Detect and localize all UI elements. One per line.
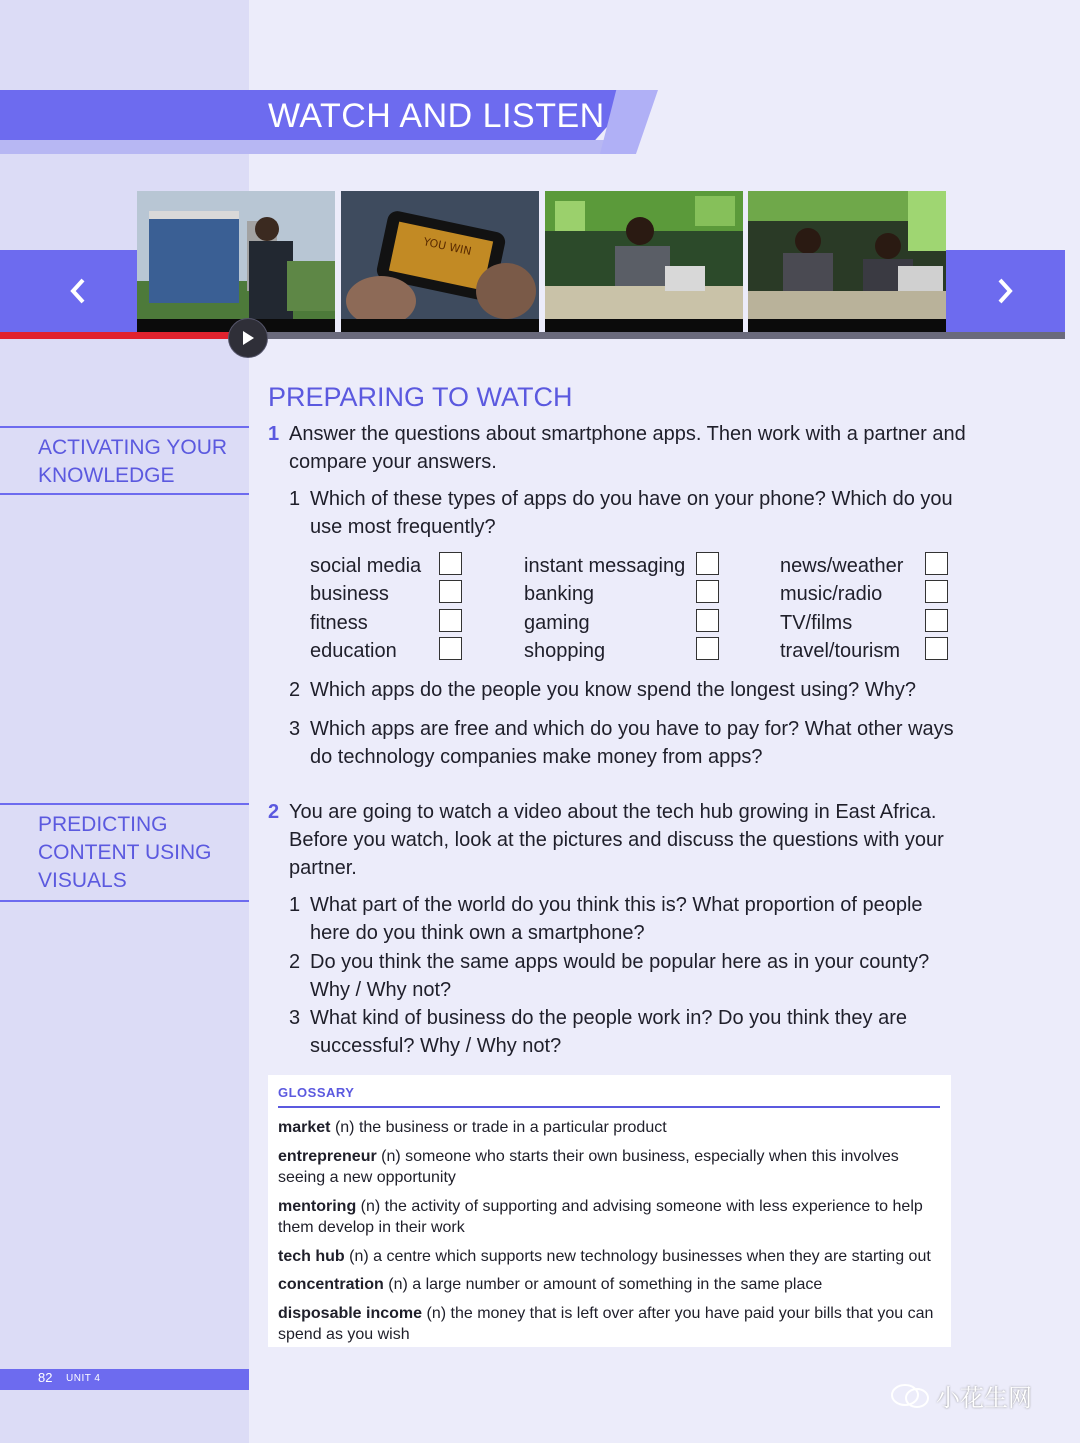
task-1-question-1 [289,485,959,541]
watermark-text: 小花生网 [936,1385,1032,1412]
sidebar-label-line: KNOWLEDGE [38,464,175,487]
glossary-term: concentration [278,1276,384,1293]
sidebar-label-predicting-content [0,803,249,902]
checkbox-travel-tourism[interactable] [925,637,948,660]
option-label: gaming [524,612,590,634]
question-number: 3 [289,1007,301,1029]
watermark [890,1378,1032,1413]
sidebar-label-line: PREDICTING [38,813,168,836]
checkbox-banking[interactable] [696,580,719,603]
sidebar-label-line: ACTIVATING YOUR [38,436,228,459]
chat-bubble-icon [890,1382,930,1410]
checkbox-tv-films[interactable] [925,609,948,632]
checkbox-shopping[interactable] [696,637,719,660]
task-instruction: Answer the questions about smartphone apps. Then work with a partner and compare your answers. [289,423,966,473]
task-1-question-2 [289,676,959,704]
svg-text:YOU WIN: YOU WIN [422,235,473,259]
task-number: 2 [268,801,280,823]
video-thumbnails [137,191,946,332]
option-label: travel/tourism [780,640,901,662]
glossary-title: GLOSSARY [278,1085,355,1100]
video-progress-fill [0,332,232,339]
glossary-definition: (n) a centre which supports new technology businesses when they are starting out [349,1248,931,1265]
glossary-term: entrepreneur [278,1148,377,1165]
photo-phone-game[interactable] [341,191,539,332]
page-number: 82 [38,1370,53,1385]
photo-office-building[interactable] [137,191,335,332]
play-button[interactable] [228,318,268,358]
question-number: 2 [289,951,301,973]
glossary-definition: (n) someone who starts their own business, especially when this involves seeing a new opportunity [278,1148,899,1186]
sidebar-label-line: VISUALS [38,869,127,892]
sidebar-label-line: CONTENT USING [38,841,212,864]
next-video-button[interactable] [985,250,1025,332]
option-label: music/radio [780,583,883,605]
chevron-left-icon [67,276,89,306]
question-text: Which apps do the people you know spend the longest using? Why? [310,679,916,701]
question-text: Which of these types of apps do you have on your phone? Which do you use most frequently? [310,488,953,538]
glossary-entry [278,1117,943,1138]
task-2-question-3 [289,1004,959,1060]
option-label: shopping [524,640,606,662]
glossary-definition: (n) a large number or amount of something in the same place [388,1276,823,1293]
checkbox-fitness[interactable] [439,609,462,632]
glossary-entry [278,1196,943,1238]
task-2 [268,798,968,882]
glossary-term: tech hub [278,1248,345,1265]
option-label: education [310,640,397,662]
checkbox-music-radio[interactable] [925,580,948,603]
task-number: 1 [268,423,280,445]
glossary-box [268,1075,951,1347]
prev-video-button[interactable] [58,250,98,332]
checkbox-news-weather[interactable] [925,552,948,575]
option-label: fitness [310,612,368,634]
checkbox-education[interactable] [439,637,462,660]
checkbox-business[interactable] [439,580,462,603]
question-text: What part of the world do you think this is? What proportion of people here do you think own a smartphone? [310,894,923,944]
option-label: news/weather [780,555,904,577]
task-2-question-1 [289,891,959,947]
option-label: instant messaging [524,555,686,577]
play-icon [241,330,255,346]
photo-man-laptop[interactable] [545,191,743,332]
glossary-definition: (n) the money that is left over after you have paid your bills that you can spend as you wish [278,1305,934,1343]
question-text: Which apps are free and which do you have to pay for? What other ways do technology companies make money from apps? [310,718,954,768]
glossary-entry [278,1274,943,1295]
question-number: 1 [289,894,301,916]
glossary-entry [278,1146,943,1188]
glossary-definition: (n) the business or trade in a particular product [334,1119,667,1136]
task-instruction: You are going to watch a video about the tech hub growing in East Africa. Before you watch, look at the pictures and discuss the questions with your partner. [289,801,944,879]
question-number: 2 [289,679,301,701]
glossary-term: mentoring [278,1198,357,1215]
option-label: banking [524,583,595,605]
page-title: WATCH AND LISTEN [268,97,605,135]
task-2-question-2 [289,948,959,1004]
chevron-right-icon [994,276,1016,306]
glossary-definition: (n) the activity of supporting and advising someone with less experience to help them develop in their work [278,1198,923,1236]
option-label: TV/films [780,612,853,634]
header-banner-shadow [0,140,615,154]
glossary-entry [278,1246,943,1267]
glossary-entry [278,1303,943,1345]
photo-team-meeting[interactable] [748,191,946,332]
checkbox-instant-messaging[interactable] [696,552,719,575]
task-1 [268,420,968,476]
question-number: 1 [289,488,301,510]
glossary-divider [278,1106,940,1108]
question-text: What kind of business do the people work in? Do you think they are successful? Why / Why not? [310,1007,908,1057]
question-text: Do you think the same apps would be popular here as in your county? Why / Why not? [310,951,930,1001]
sidebar-label-activating-knowledge [0,426,249,495]
checkbox-gaming[interactable] [696,609,719,632]
option-label: social media [310,555,422,577]
task-1-question-3 [289,715,959,771]
checkbox-social-media[interactable] [439,552,462,575]
glossary-term: market [278,1119,331,1136]
option-label: business [310,583,389,605]
unit-label: UNIT 4 [66,1373,101,1384]
glossary-term: disposable income [278,1305,423,1322]
question-number: 3 [289,718,301,740]
section-title: PREPARING TO WATCH [268,382,573,412]
